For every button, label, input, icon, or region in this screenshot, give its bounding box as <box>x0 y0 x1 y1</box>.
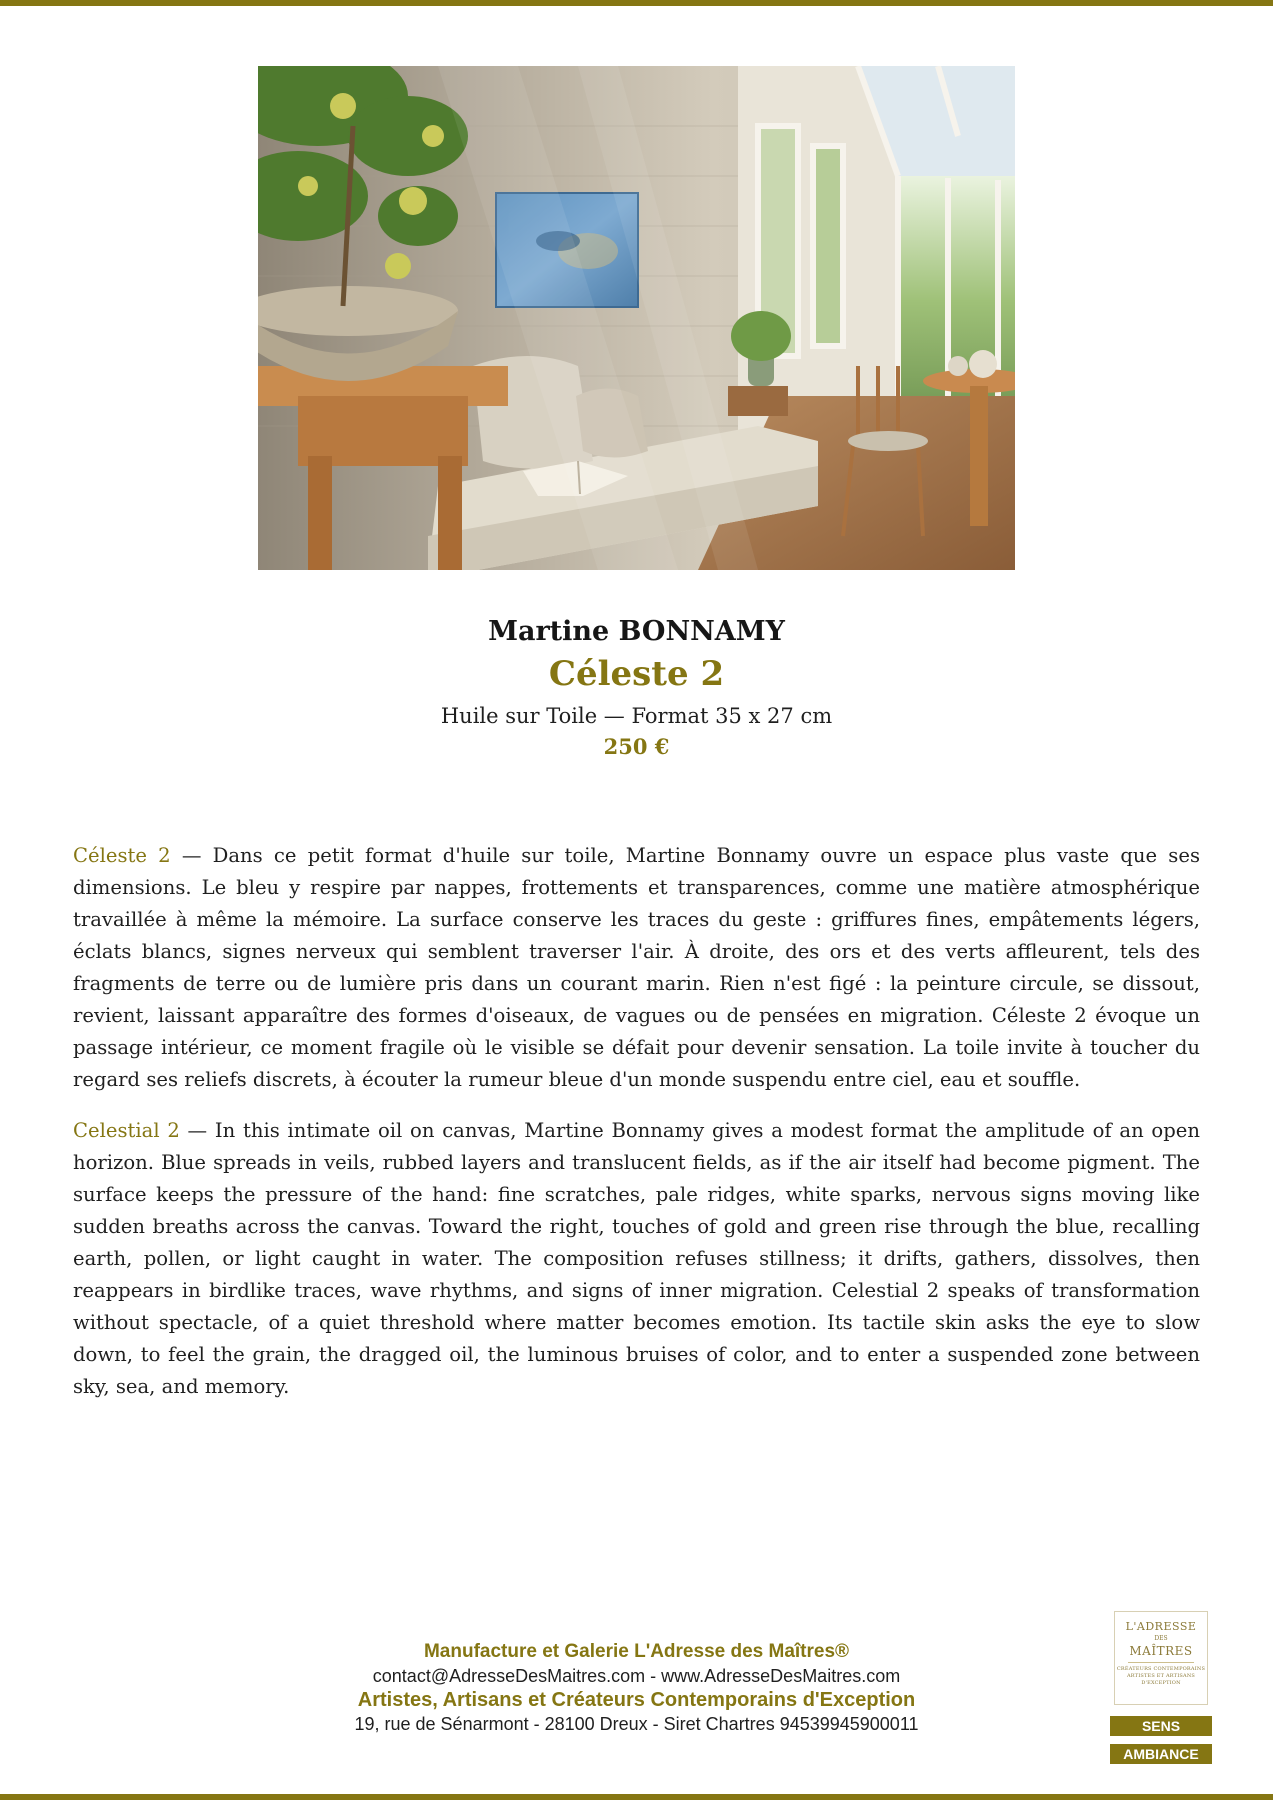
bottom-accent-bar <box>0 1794 1273 1800</box>
logo-line5: ARTISTES ET ARTISANS <box>1126 1673 1196 1679</box>
description-en <box>73 1115 1200 1403</box>
logo-line4: CRÉATEURS CONTEMPORAINS <box>1116 1666 1206 1672</box>
tagline: Artistes, Artisans et Créateurs Contemporains d'Exception <box>357 1689 916 1711</box>
top-accent-bar <box>0 0 1273 6</box>
description-fr-lead: Céleste 2 <box>73 844 171 867</box>
description-en-lead: Celestial 2 <box>73 1119 180 1142</box>
artist-name: Martine BONNAMY <box>488 616 785 647</box>
room-photo <box>258 66 1015 570</box>
artwork-header <box>0 612 1273 762</box>
description <box>73 840 1200 1422</box>
logo-line2: DES <box>1154 1635 1168 1642</box>
description-fr <box>73 840 1200 1096</box>
tag-sens: SENS <box>1110 1716 1212 1736</box>
description-fr-text: — Dans ce petit format d'huile sur toile, Martine Bonnamy ouvre un espace plus vaste que ses dimensions. Le bleu y respire par nappes, frottements et transparences, comme une matière atmosphérique travaillée à même la mémoire. La surface conserve les traces du geste : griffures fines, empâtements légers, éclats blancs, signes nerveux qui semblent traverser l'air. À droite, des ors et des verts affleurent, tels des fragments de terre ou de lumière pris dans un courant marin. Rien n'est figé : la peinture circule, se dissout, revient, laissant apparaître des formes d'oiseaux, de vagues ou de pensées en migration. Céleste 2 évoque un passage intérieur, ce moment fragile où le visible se défait pour devenir sensation. La toile invite à toucher du regard ses reliefs discrets, à écouter la rumeur bleue d'un monde suspendu entre ciel, eau et souffle. <box>73 844 1201 1091</box>
footer <box>200 1640 1073 1736</box>
logo-line6: D'EXCEPTION <box>1141 1680 1181 1686</box>
address-line: 19, rue de Sénarmont - 28100 Dreux - Siret Chartres 94539945900011 <box>354 1714 919 1734</box>
tag-ambiance: AMBIANCE <box>1110 1744 1212 1764</box>
contact-line: contact@AdresseDesMaitres.com - www.AdresseDesMaitres.com <box>372 1666 901 1686</box>
logo-line3: MAÎTRES <box>1129 1644 1193 1658</box>
artwork-title: Céleste 2 <box>548 654 725 694</box>
logo-line1: L'ADRESSE <box>1125 1620 1197 1633</box>
description-en-text: — In this intimate oil on canvas, Martine Bonnamy gives a modest format the amplitude of an open horizon. Blue spreads in veils, rubbed layers and translucent fields, as if the air itself had become pigment. The surface keeps the pressure of the hand: fine scratches, pale ridges, white sparks, nervous signs moving like sudden breaths across the canvas. Toward the right, touches of gold and green rise through the blue, recalling earth, pollen, or light caught in water. The composition refuses stillness; it drifts, gathers, dissolves, then reappears in birdlike traces, wave rhythms, and signs of inner migration. Celestial 2 speaks of transformation without spectacle, of a quiet threshold where matter becomes emotion. Its tactile skin asks the eye to slow down, to feel the grain, the dragged oil, the luminous bruises of color, and to enter a suspended zone between sky, sea, and memory. <box>73 1119 1200 1398</box>
gallery-logo <box>1114 1611 1208 1705</box>
price: 250 € <box>603 734 670 759</box>
logo-rule <box>1128 1662 1194 1663</box>
gallery-name: Manufacture et Galerie L'Adresse des Maîtres® <box>423 1641 850 1662</box>
medium-format: Huile sur Toile — Format 35 x 27 cm <box>440 704 833 728</box>
